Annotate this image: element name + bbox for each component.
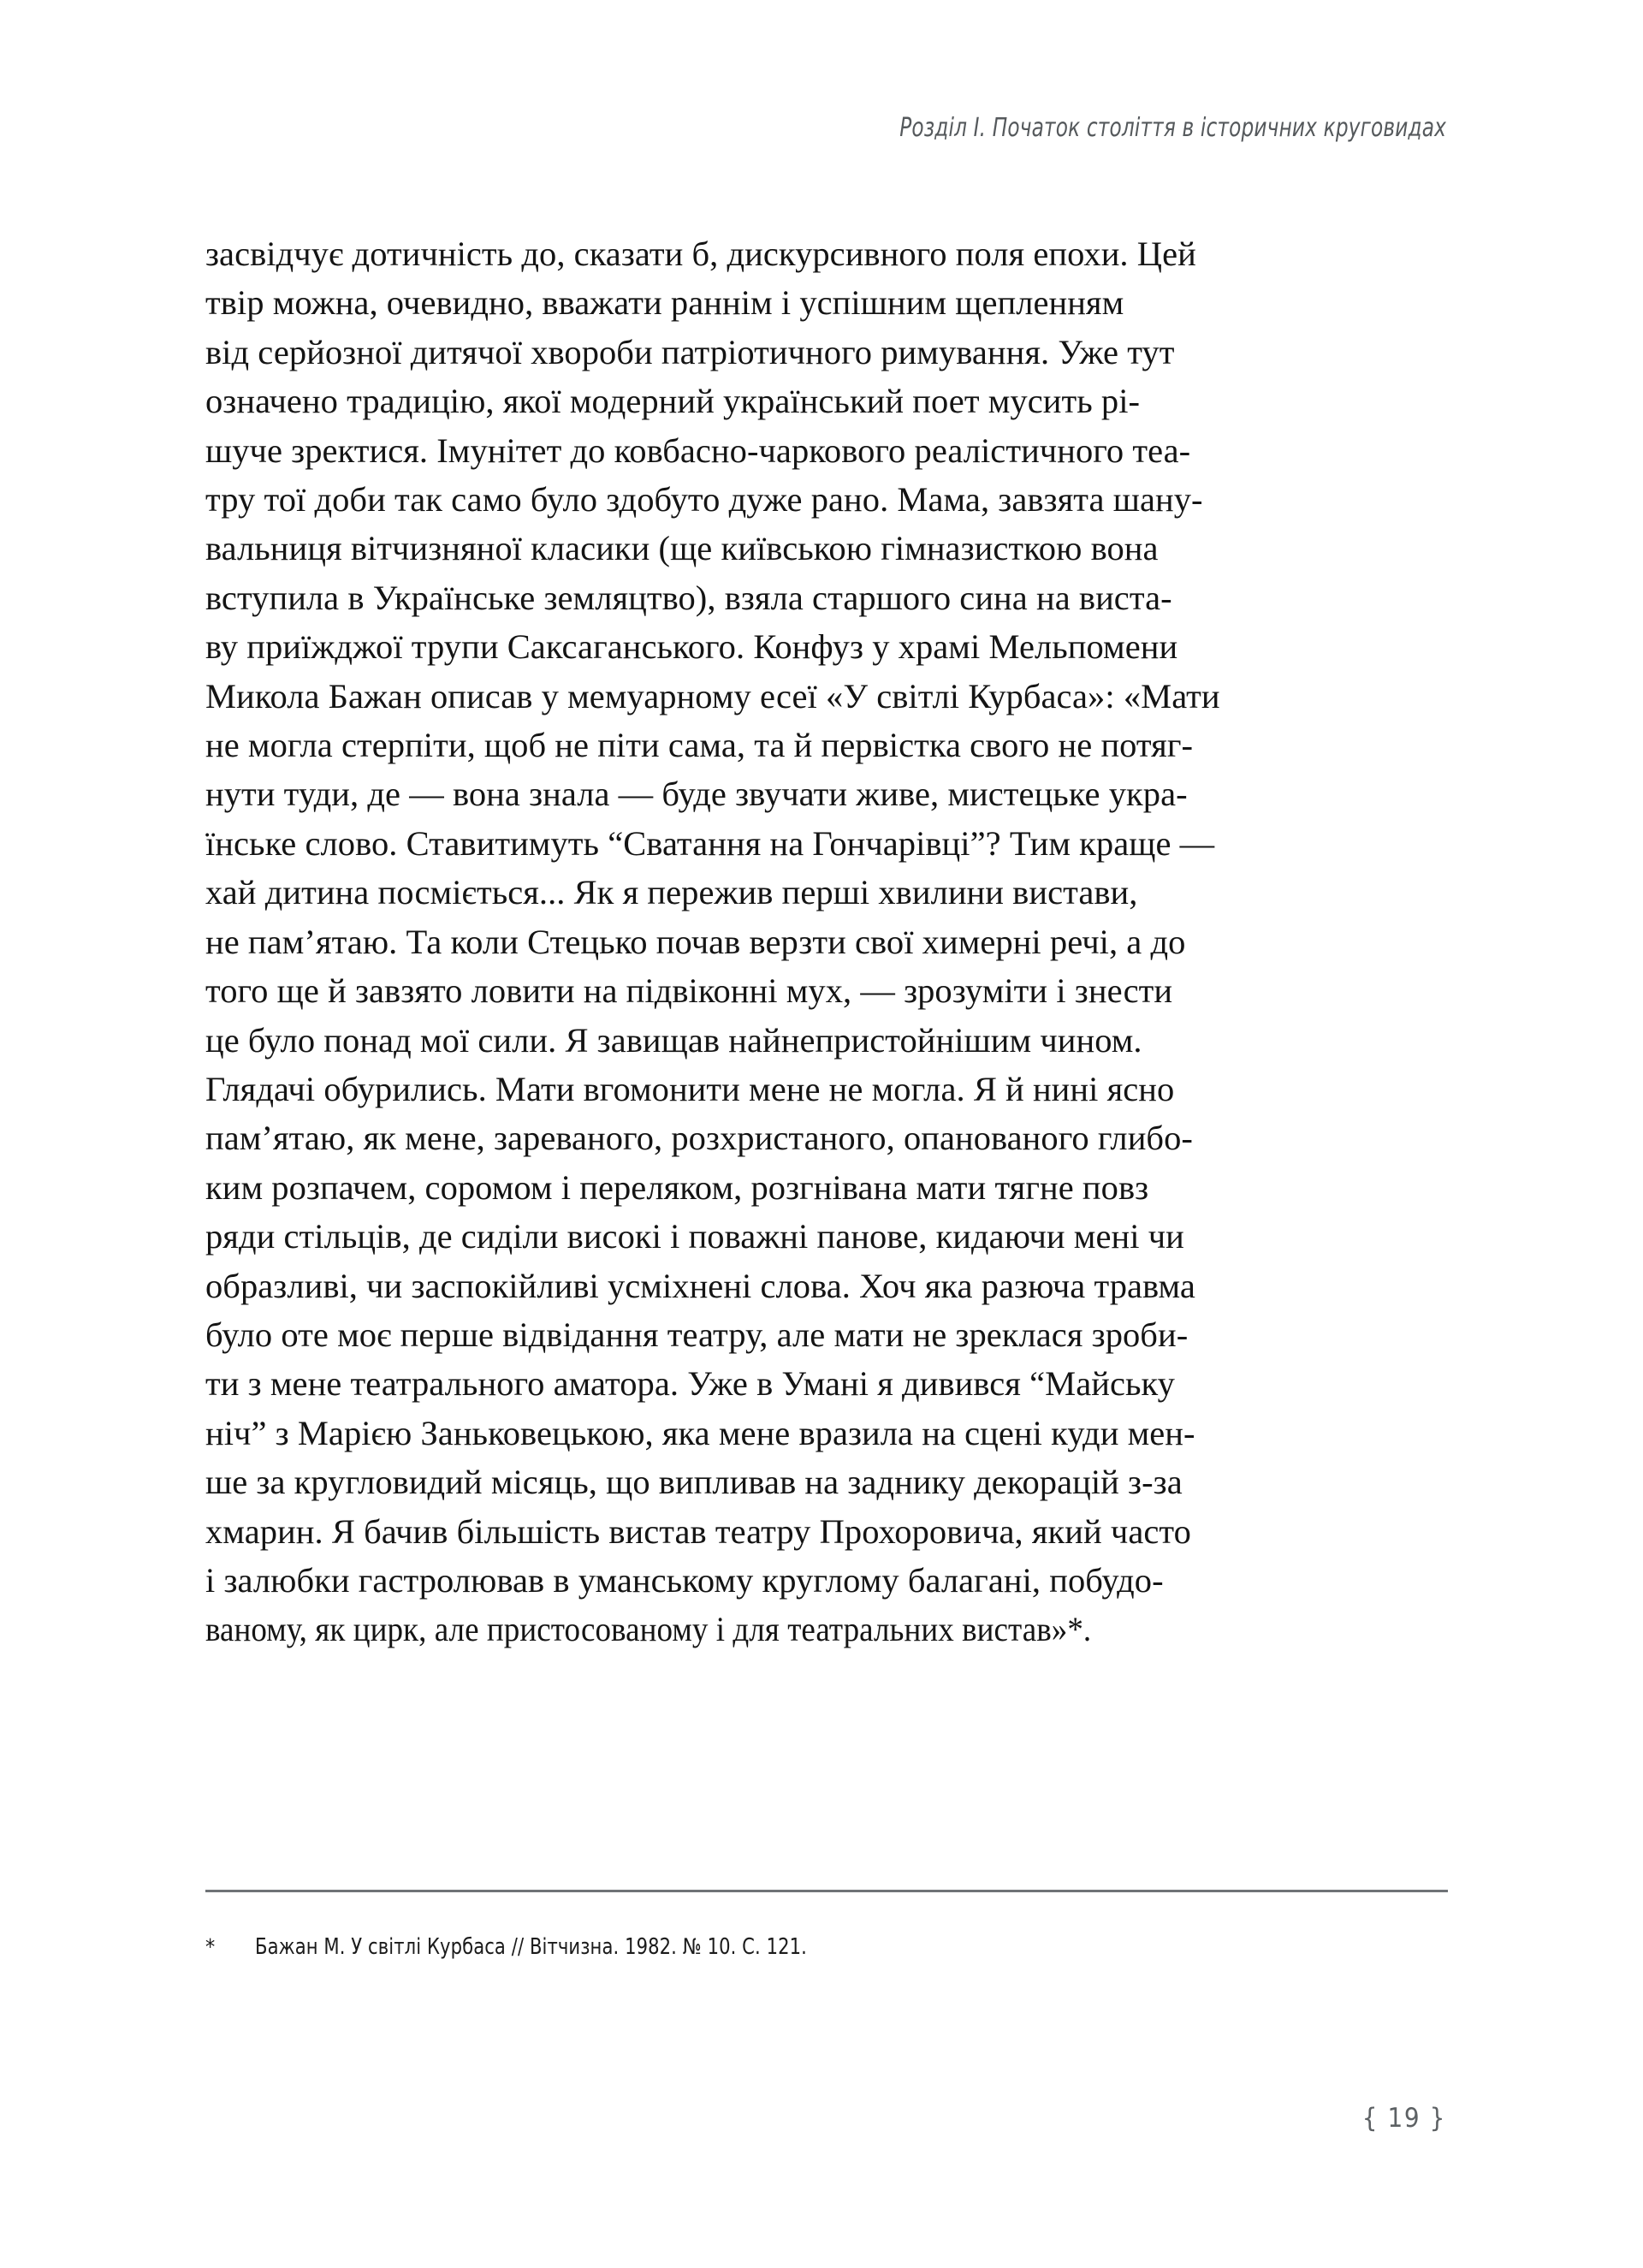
body-line: ти з мене театрального аматора. Уже в Умані я дивився “Майську: [205, 1364, 1175, 1404]
footnote-text: Бажан М. У світлі Курбаса // Вітчизна. 1982. № 10. С. 121.: [255, 1934, 807, 1960]
body-line: хай дитина посміється... Як я пережив перші хвилини вистави,: [205, 873, 1138, 912]
body-line: ніч” з Марією Заньковецькою, яка мене вразила на сцені куди мен-: [205, 1413, 1195, 1452]
body-line: було оте моє перше відвідання театру, але мати не зреклася зроби-: [205, 1315, 1189, 1354]
footnote-separator-rule: [205, 1890, 1448, 1892]
footnote: [205, 1931, 1448, 1963]
body-line: пам’ятаю, як мене, зареваного, розхристаного, опанованого глибо-: [205, 1119, 1193, 1158]
body-line: образливі, чи заспокійливі усміхнені слова. Хоч яка разюча травма: [205, 1266, 1195, 1305]
body-line: ше за кругловидий місяць, що випливав на заднику декорацій з-за: [205, 1463, 1183, 1502]
body-line: не пам’ятаю. Та коли Стецько почав верзти свої химерні речі, а до: [205, 922, 1186, 961]
body-line: Глядачі обурились. Мати вгомонити мене не могла. Я й нині ясно: [205, 1069, 1175, 1108]
body-line: Микола Бажан описав у мемуарному есеї «У світлі Курбаса»: «Мати: [205, 676, 1220, 715]
running-head: Розділ I. Початок століття в історичних круговидах: [899, 113, 1446, 143]
body-line: того ще й завзято ловити на підвіконні мух, — зрозуміти і знести: [205, 971, 1173, 1011]
body-line: засвідчує дотичність до, сказати б, дискурсивного поля епохи. Цей: [205, 235, 1196, 273]
body-line: від серйозної дитячої хвороби патріотичного римування. Уже тут: [205, 332, 1175, 371]
body-text-block: [205, 229, 1448, 1654]
page-number: { 19 }: [1361, 2103, 1446, 2134]
body-line: шуче зректися. Імунітет до ковбасно-чаркового реалістичного теа-: [205, 430, 1191, 470]
body-line: нути туди, де — вона знала — буде звучати живе, мистецьке укра-: [205, 775, 1188, 814]
body-line: вступила в Українське земляцтво), взяла старшого сина на виста-: [205, 578, 1172, 617]
body-line: хмарин. Я бачив більшість вистав театру Прохоровича, який часто: [205, 1511, 1191, 1551]
footnote-marker: *: [205, 1934, 216, 1959]
body-line: їнське слово. Ставитимуть “Сватання на Гончарівці”? Тим краще —: [205, 823, 1215, 863]
body-line: це було понад мої сили. Я завищав найнепристойнішим чином.: [205, 1020, 1142, 1060]
body-line: ряди стільців, де сиділи високі і поважні панове, кидаючи мені чи: [205, 1217, 1184, 1256]
body-line: ваному, як цирк, але пристосованому і для театральних вистав»*.: [205, 1610, 1092, 1649]
body-line: ким розпачем, соромом і переляком, розгнівана мати тягне повз: [205, 1167, 1149, 1207]
body-line: вальниця вітчизняної класики (ще київською гімназисткою вона: [205, 529, 1159, 568]
body-line: і залюбки гастролював в уманському круглому балагані, побудо-: [205, 1560, 1164, 1600]
body-line: тру тої доби так само було здобуто дуже рано. Мама, завзята шану-: [205, 480, 1203, 520]
body-line: означено традицію, якої модерний український поет мусить рі-: [205, 382, 1141, 421]
body-line: твір можна, очевидно, вважати раннім і успішним щепленням: [205, 283, 1124, 323]
body-line: не могла стерпіти, щоб не піти сама, та й первістка свого не потяг-: [205, 726, 1194, 765]
body-line: ву приїжджої трупи Саксаганського. Конфуз у храмі Мельпомени: [205, 627, 1178, 667]
